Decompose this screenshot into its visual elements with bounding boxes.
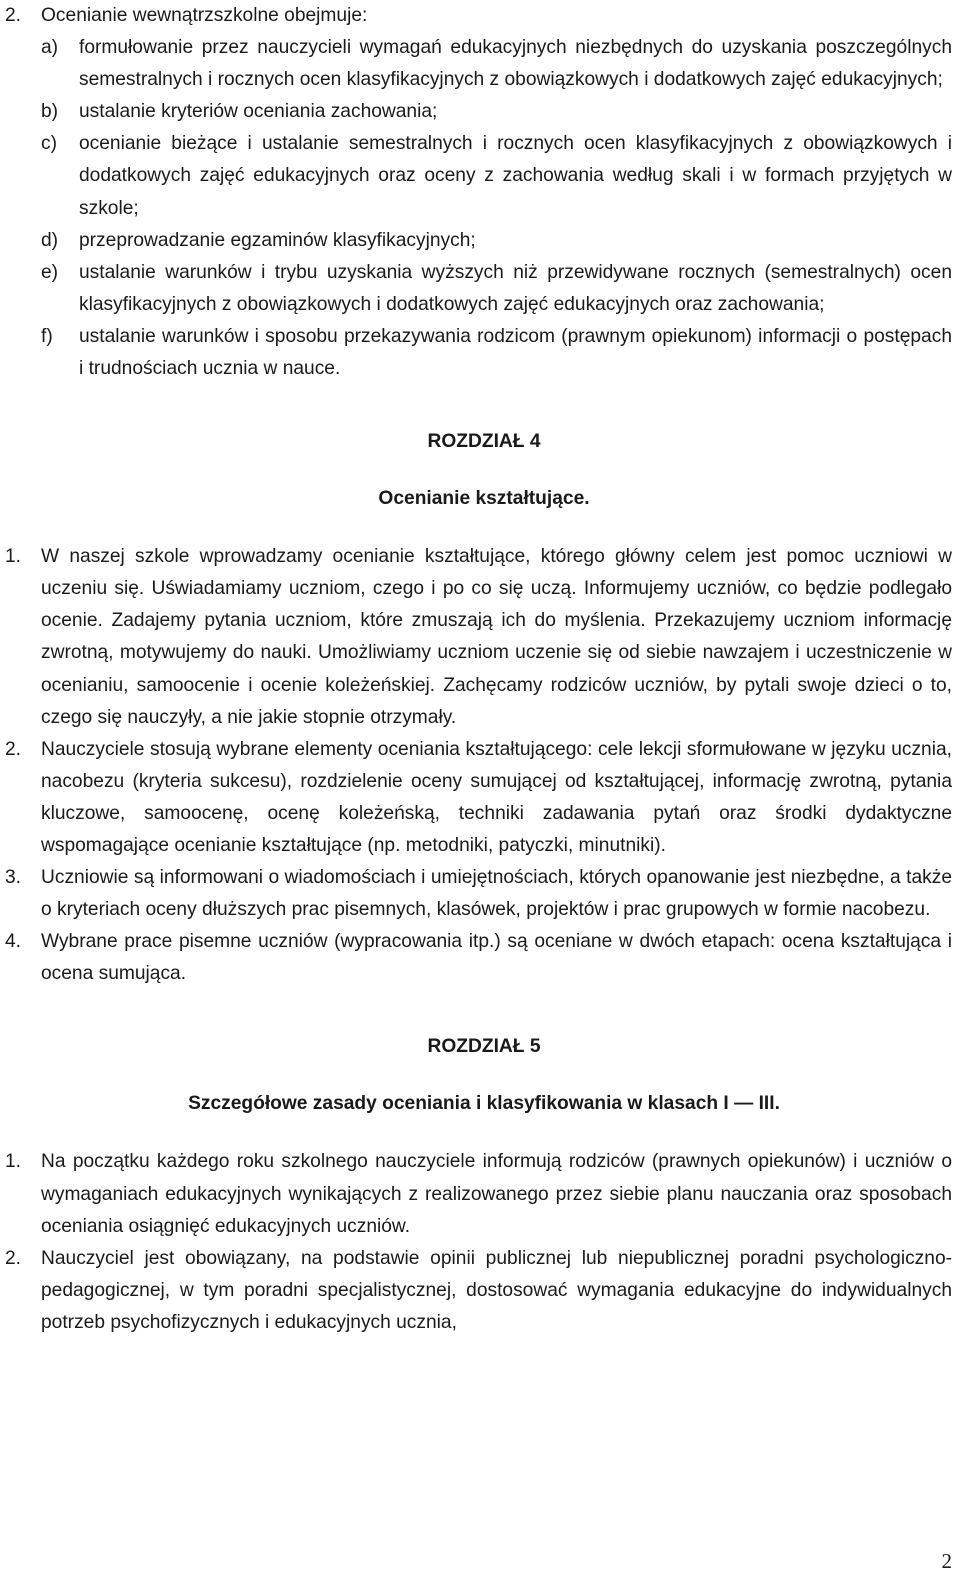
item-text: Wybrane prace pisemne uczniów (wypracowania itp.) są oceniane w dwóch etapach: ocena kształtująca i ocena sumująca. <box>41 931 952 985</box>
item-number: 4. <box>5 931 22 953</box>
sub-item-text: ustalanie warunków i trybu uzyskania wyższych niż przewidywane rocznych (semestralnych) ocen klasyfikacyjnych z obowiązkowych i dodatkowych zajęć edukacyjnych oraz zachowania; <box>79 261 952 315</box>
section-2-intro <box>0 0 960 32</box>
chapter-4-point-2 <box>0 734 960 862</box>
item-number: 1. <box>5 1151 22 1173</box>
sub-item-c <box>0 128 960 224</box>
sub-item-text: ustalanie kryteriów oceniania zachowania; <box>79 101 438 123</box>
chapter-4-point-1 <box>0 541 960 734</box>
chapter-4-point-3 <box>0 862 960 926</box>
chapter-5-point-2 <box>0 1243 960 1339</box>
item-number: 2. <box>5 738 22 760</box>
item-number: 2. <box>5 5 22 26</box>
page-number: 2 <box>941 1549 952 1573</box>
item-number: 3. <box>5 867 22 889</box>
item-text: Ocenianie wewnątrzszkolne obejmuje: <box>41 5 368 26</box>
sub-item-label: d) <box>41 229 59 251</box>
sub-item-label: b) <box>41 101 59 123</box>
item-text: Nauczyciel jest obowiązany, na podstawie opinii publicznej lub niepublicznej poradni psychologiczno-pedagogicznej, w tym poradni specjalistycznej, dostosować wymagania edukacyjne do indywidualnych potrzeb psychofizycznych i edukacyjnych ucznia, <box>41 1247 952 1333</box>
chapter-4-heading: ROZDZIAŁ 4 <box>427 431 541 453</box>
item-text: W naszej szkole wprowadzamy ocenianie kształtujące, którego główny celem jest pomoc uczniowi w uczeniu się. Uświadamiamy uczniom, czego i po co się uczą. Informujemy uczniów, co będzie podlegało ocenie. Zadajemy pytania uczniom, które zmuszają ich do myślenia. Przekazujemy uczniom informację zwrotną, motywujemy do nauki. Umożliwiamy uczniom uczenie się od siebie nawzajem i uczestniczenie w ocenianiu, samoocenie i ocenie koleżeńskiej. Zachęcamy rodziców uczniów, by pytali swoje dzieci o to, czego się nauczyły, a nie jakie stopnie otrzymały. <box>41 546 952 728</box>
sub-item-text: formułowanie przez nauczycieli wymagań edukacyjnych niezbędnych do uzyskania poszczególnych semestralnych i rocznych ocen klasyfikacyjnych z obowiązkowych i dodatkowych zajęć edukacyjnych; <box>79 37 952 91</box>
sub-item-text: ustalanie warunków i sposobu przekazywania rodzicom (prawnym opiekunom) informacji o postępach i trudnościach ucznia w nauce. <box>79 325 952 380</box>
sub-item-text: przeprowadzanie egzaminów klasyfikacyjnych; <box>79 229 476 251</box>
sub-item-a <box>0 32 960 96</box>
chapter-4-point-4 <box>0 926 960 990</box>
sub-item-b <box>0 96 960 128</box>
sub-item-label: c) <box>41 133 57 155</box>
item-text: Na początku każdego roku szkolnego nauczyciele informują rodziców (prawnych opiekunów) i uczniów o wymaganiach edukacyjnych wynikających z realizowanego przez siebie planu nauczania oraz sposobach oceniania osiągnięć edukacyjnych uczniów. <box>41 1151 952 1237</box>
item-number: 1. <box>5 546 22 568</box>
sub-item-label: a) <box>41 37 59 59</box>
chapter-4-title: Ocenianie kształtujące. <box>378 488 590 510</box>
chapter-4-points <box>0 541 960 990</box>
item-text: Nauczyciele stosują wybrane elementy oceniania kształtującego: cele lekcji sformułowane w języku ucznia, nacobezu (kryteria sukcesu), rozdzielenie oceny sumującej od kształtującej, informację zwrotną, pytania kluczowe, samoocenę, ocenę koleżeńską, techniki zadawania pytań oraz środki dydaktyczne wspomagające ocenianie kształtujące (np. metodniki, patyczki, minutniki). <box>41 738 952 856</box>
chapter-5-points <box>0 1146 960 1339</box>
sub-item-e <box>0 257 960 321</box>
chapter-5-heading: ROZDZIAŁ 5 <box>427 1036 541 1058</box>
sub-item-d <box>0 225 960 257</box>
chapter-5-point-1 <box>0 1146 960 1242</box>
sub-item-f <box>0 321 960 385</box>
section-2-ocenianie-wewnatrzszkolne <box>0 0 960 385</box>
sub-item-label: f) <box>41 325 53 347</box>
item-number: 2. <box>5 1247 22 1269</box>
sub-item-label: e) <box>41 261 59 283</box>
sub-item-text: ocenianie bieżące i ustalanie semestralnych i rocznych ocen klasyfikacyjnych z obowiązkowych i dodatkowych zajęć edukacyjnych oraz oceny z zachowania według skali i w formach przyjętych w szkole; <box>79 133 952 219</box>
item-text: Uczniowie są informowani o wiadomościach i umiejętnościach, których opanowanie jest niezbędne, a także o kryteriach oceny dłuższych prac pisemnych, klasówek, projektów i prac grupowych w formie nacobezu. <box>41 867 952 921</box>
chapter-5-title: Szczegółowe zasady oceniania i klasyfikowania w klasach I — III. <box>188 1093 780 1115</box>
